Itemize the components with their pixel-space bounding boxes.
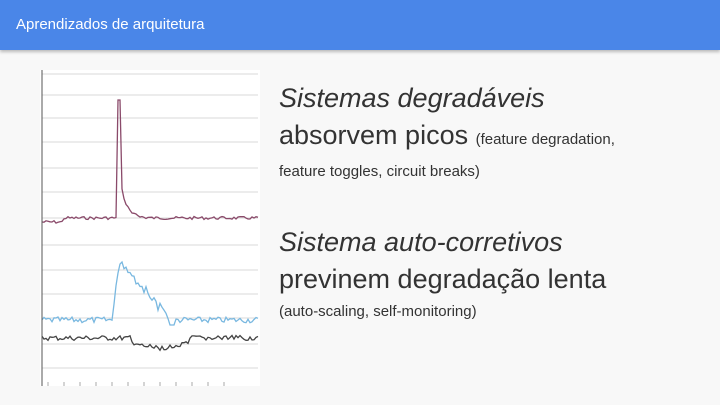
bullet-1-note: feature toggles, circuit breaks) bbox=[279, 163, 480, 180]
monitoring-graph bbox=[40, 70, 260, 386]
bullet-1-title-italic: Sistemas degradáveis bbox=[279, 83, 545, 113]
bullet-1-note-inline: (feature degradation, bbox=[475, 131, 615, 148]
slide-title: Aprendizados de arquitetura bbox=[16, 16, 205, 33]
bullet-2-note: (auto-scaling, self-monitoring) bbox=[279, 303, 477, 320]
series-bottom-line bbox=[42, 336, 258, 351]
bullet-2-title-rest: previnem degradação lenta bbox=[279, 264, 607, 294]
bullet-1 bbox=[279, 80, 709, 183]
graph-svg bbox=[40, 70, 260, 386]
slide-header bbox=[0, 0, 720, 50]
bullet-2-title-italic: Sistema auto-corretivos bbox=[279, 227, 563, 257]
bullet-2 bbox=[279, 224, 709, 323]
bullet-1-title-rest: absorvem picos bbox=[279, 120, 469, 150]
